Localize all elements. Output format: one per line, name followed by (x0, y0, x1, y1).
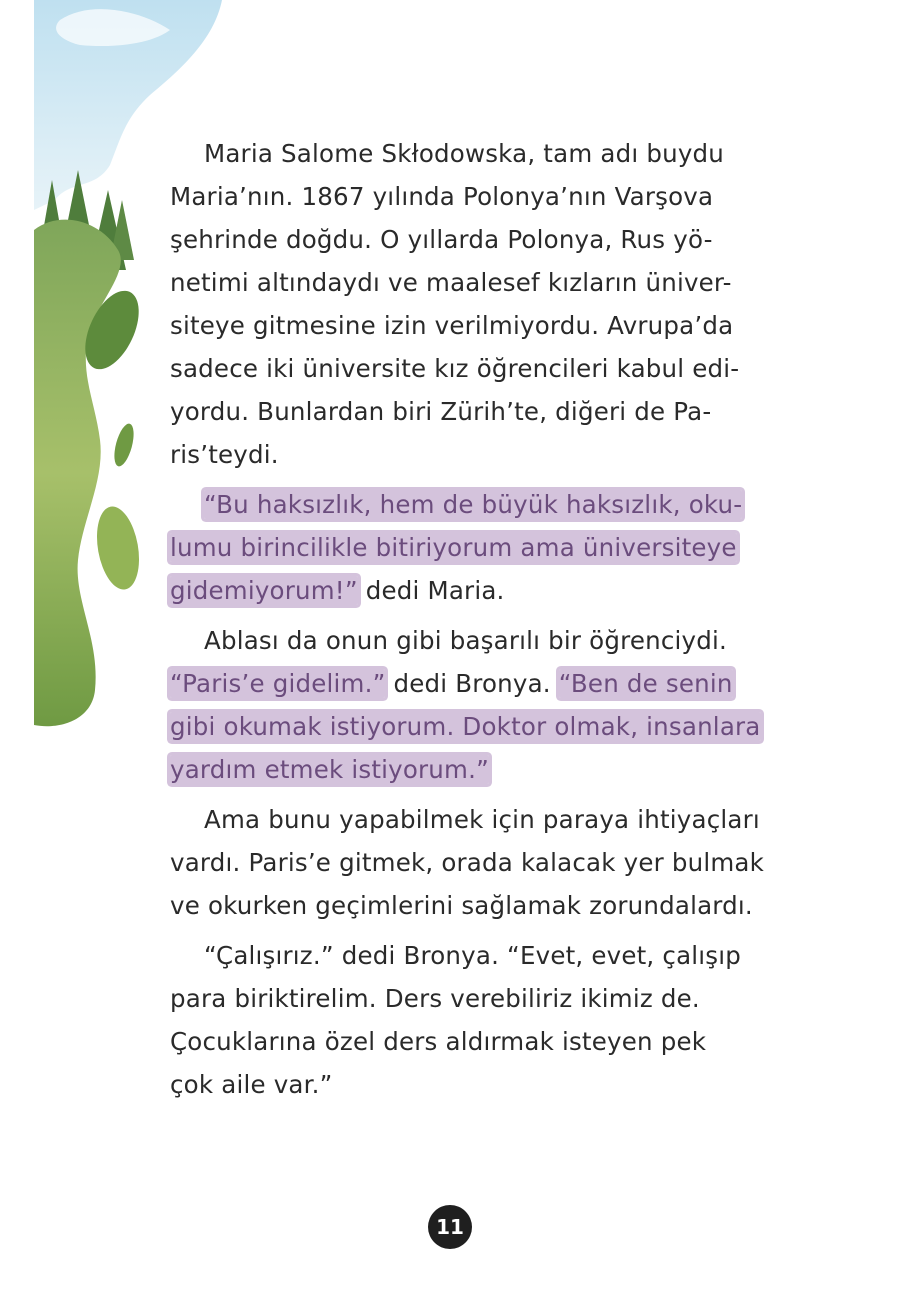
text-line (170, 705, 761, 748)
text-line: siteye gitmesine izin verilmiyordu. Avrupa’da (170, 311, 734, 340)
text-line: Ablası da onun gibi başarılı bir öğrenciydi. (204, 626, 727, 655)
highlighted-quote: “Ben de senin (558, 669, 733, 698)
text-line: Maria’nın. 1867 yılında Polonya’nın Varşova (170, 182, 714, 211)
text-line: para biriktirelim. Ders verebiliriz ikimiz de. (170, 984, 700, 1013)
text-line: Ama bunu yapabilmek için paraya ihtiyaçları (204, 805, 760, 834)
paragraph-1 (170, 132, 750, 476)
paragraph-5 (170, 934, 750, 1106)
leaf-shape (91, 503, 145, 593)
text-line (170, 569, 750, 612)
text-line: netimi altındaydı ve maalesef kızların üniver- (170, 268, 732, 297)
highlighted-quote: lumu birincilikle bitiriyorum ama üniversiteye (170, 533, 737, 562)
paragraph-4 (170, 798, 765, 927)
text-line: sadece iki üniversite kız öğrencileri kabul edi- (170, 354, 740, 383)
text-line: ve okurken geçimlerini sağlamak zorundalardı. (170, 891, 753, 920)
leaf-shape (111, 422, 138, 469)
highlighted-quote: gidemiyorum!” (170, 576, 358, 605)
text-line (170, 526, 750, 569)
paragraph-2 (170, 483, 750, 612)
text-line: Çocuklarına özel ders aldırmak isteyen pek (170, 1027, 707, 1056)
attribution-text: dedi Bronya. (385, 669, 559, 698)
text-line: yordu. Bunlardan biri Zürih’te, diğeri de Pa- (170, 397, 712, 426)
text-line: “Çalışırız.” dedi Bronya. “Evet, evet, çalışıp (204, 941, 742, 970)
page-number-badge: 11 (428, 1205, 472, 1249)
highlighted-quote: “Paris’e gidelim.” (170, 669, 386, 698)
highlighted-quote: gibi okumak istiyorum. Doktor olmak, insanlara (170, 712, 761, 741)
attribution-text: dedi Maria. (357, 576, 505, 605)
text-line (170, 748, 750, 791)
text-line (170, 662, 750, 705)
text-line: ris’teydi. (170, 440, 279, 469)
text-line: Maria Salome Skłodowska, tam adı buydu (204, 139, 724, 168)
text-line: vardı. Paris’e gitmek, orada kalacak yer bulmak (170, 848, 765, 877)
highlighted-quote: “Bu haksızlık, hem de büyük haksızlık, oku- (204, 490, 743, 519)
text-line: çok aile var.” (170, 1070, 333, 1099)
story-text (170, 132, 765, 1113)
text-line (170, 483, 750, 526)
paragraph-3 (170, 619, 761, 791)
text-line: şehrinde doğdu. O yıllarda Polonya, Rus yö- (170, 225, 713, 254)
meadow-shape (34, 220, 121, 727)
highlighted-quote: yardım etmek istiyorum.” (170, 755, 489, 784)
